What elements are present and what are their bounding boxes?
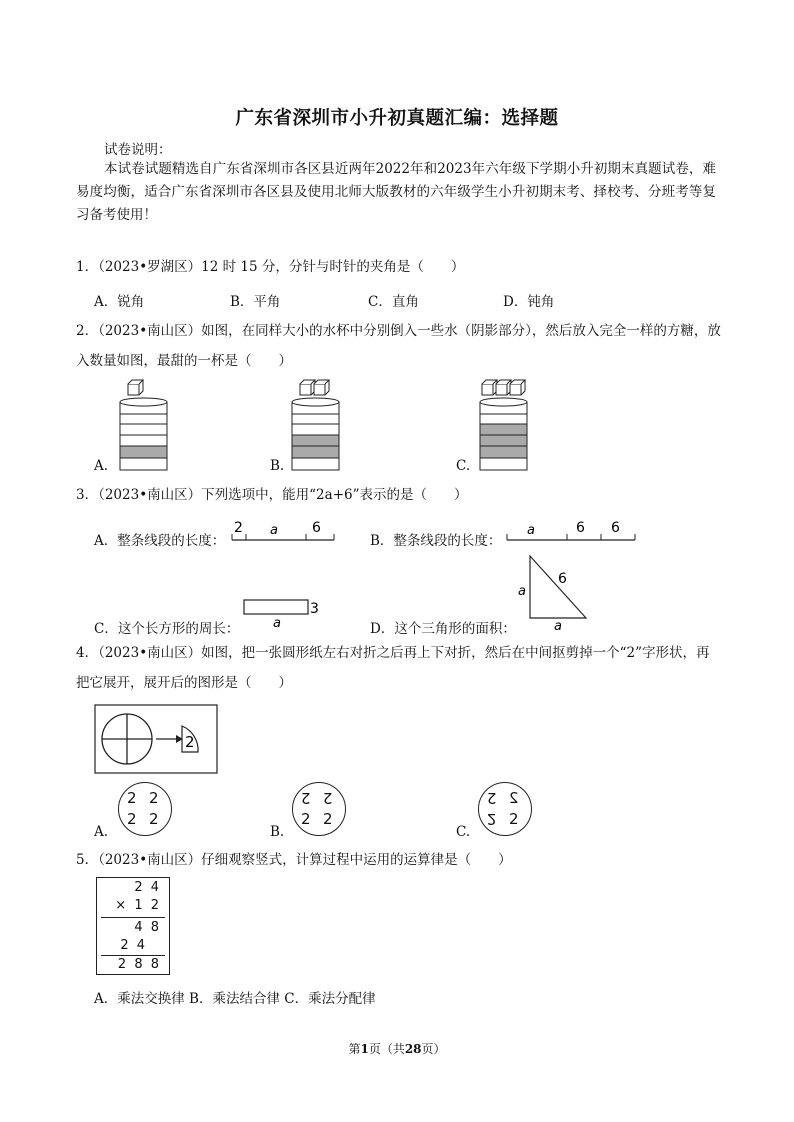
q3b-label-6b: 6 <box>611 520 620 536</box>
cup-a <box>120 380 167 470</box>
q3c-label-3: 3 <box>310 601 319 617</box>
glyph-2: 2 <box>323 810 333 828</box>
sugar-cube-icon <box>300 380 315 395</box>
q4-option-b: B. <box>270 824 285 840</box>
question-1-stem: 1．（2023•罗湖区）12 时 15 分，分针与时针的夹角是（ ） <box>76 259 465 275</box>
q4-option-c: C. <box>456 824 471 840</box>
q3-option-a: A．整条线段的长度： <box>94 533 226 549</box>
sugar-cube-icon <box>496 380 511 395</box>
q3-figure-a <box>228 516 338 546</box>
question-5-stem: 5．（2023•南山区）仔细观察竖式，计算过程中运用的运算律是（ ） <box>76 852 512 868</box>
water-cup-icon <box>292 398 339 470</box>
q1-option-b: B．平角 <box>230 294 281 310</box>
multiplier: × 1 2 <box>115 898 161 913</box>
glyph-2: 2 <box>509 810 519 828</box>
question-4-stem: 4．（2023•南山区）如图，把一张圆形纸左右对折之后再上下对折，然后在中间抠剪掉一个“2”字形状，再把它展开，展开后的图形是（ ） <box>76 645 710 691</box>
glyph-2: 2 <box>149 810 159 828</box>
glyph-2-rotated: 2 <box>301 789 311 807</box>
q4-option-a: A. <box>94 824 109 840</box>
water-cup-icon <box>480 398 527 470</box>
q3a-label-6: 6 <box>312 520 321 536</box>
glyph-2: 2 <box>149 789 159 807</box>
q3-figure-b <box>504 516 638 546</box>
q3-figure-c <box>240 596 324 632</box>
q3-option-d: D．这个三角形的面积： <box>370 621 516 637</box>
footer-suffix: 页） <box>421 1042 446 1056</box>
q3-option-b: B．整条线段的长度： <box>370 533 502 549</box>
q3d-label-6: 6 <box>558 571 567 587</box>
multiplicand: 2 4 <box>134 880 161 895</box>
right-triangle-shape <box>530 556 586 618</box>
glyph-2: 2 <box>127 789 137 807</box>
glyph-2-rotated: 2 <box>323 789 333 807</box>
q1-option-a: A．锐角 <box>94 294 145 310</box>
partial-product-1: 4 8 <box>134 920 161 935</box>
partial-product-2: 2 4 <box>120 938 147 953</box>
intro-label: 试卷说明： <box>104 142 172 158</box>
rectangle-shape <box>244 600 308 614</box>
q4-option-b-circle <box>292 782 346 836</box>
glyph-2-flipped: 2 <box>487 810 497 828</box>
intro-text: 本试卷试题精选自广东省深圳市各区县近两年2022年和2023年六年级下学期小升初期末真题试卷，难易度均衡，适合广东省深圳市各区县及使用北师大版教材的六年级学生小升初期末考、择校考、分班考等复习备考使用！ <box>76 161 716 223</box>
glyph-2: 2 <box>127 810 137 828</box>
q3-option-c: C．这个长方形的周长： <box>94 621 240 637</box>
q2-option-b: B. <box>270 458 285 474</box>
q3c-label-a: a <box>273 616 281 631</box>
footer-prefix: 第 <box>348 1042 361 1056</box>
q2-option-c: C. <box>456 458 471 474</box>
sugar-cube-icon <box>128 380 143 395</box>
sugar-cube-icon <box>314 380 329 395</box>
cup-c <box>480 380 527 470</box>
q4-option-c-circle <box>478 782 532 836</box>
footer-mid: 页（共 <box>368 1042 405 1056</box>
q3b-label-6a: 6 <box>576 520 585 536</box>
question-3-stem: 3．（2023•南山区）下列选项中，能用“2a+6”表示的是（ ） <box>76 487 468 503</box>
question-2-stem: 2．（2023•南山区）如图，在同样大小的水杯中分别倒入一些水（阴影部分），然后放入完全一样的方糖，放入数量如图，最甜的一杯是（ ） <box>76 323 721 369</box>
footer-page-number: 1 <box>360 1042 369 1056</box>
q1-option-d: D．钝角 <box>503 294 555 310</box>
glyph-2-rotated: 2 <box>487 789 497 807</box>
product: 2 8 8 <box>117 957 161 972</box>
q1-option-c: C．直角 <box>368 294 419 310</box>
q2-option-a: A. <box>94 458 109 474</box>
glyph-2-mirrored: 2 <box>509 789 519 807</box>
q2-cups-figure <box>92 376 692 476</box>
water-cup-icon <box>120 398 167 470</box>
sugar-cube-icon <box>510 380 525 395</box>
q4-option-a-circle <box>118 782 172 836</box>
page-title: 广东省深圳市小升初真题汇编：选择题 <box>235 108 559 129</box>
q4-fold-figure <box>94 704 218 774</box>
footer-total-pages: 28 <box>404 1042 422 1056</box>
vertical-multiplication-box <box>96 877 170 975</box>
glyph-2: 2 <box>301 810 311 828</box>
q3a-label-2: 2 <box>234 520 243 536</box>
q4-cut-glyph: 2 <box>185 733 195 751</box>
q3d-label-a-base: a <box>554 619 562 632</box>
q5-options: A．乘法交换律 B．乘法结合律 C．乘法分配律 <box>94 991 376 1007</box>
q3-figure-d <box>516 552 590 632</box>
q3a-label-a: a <box>270 523 278 538</box>
page-footer <box>0 1040 794 1057</box>
cup-b <box>292 380 339 470</box>
q3d-label-a-side: a <box>518 584 526 599</box>
q3b-label-a: a <box>527 523 535 538</box>
sugar-cube-icon <box>482 380 497 395</box>
